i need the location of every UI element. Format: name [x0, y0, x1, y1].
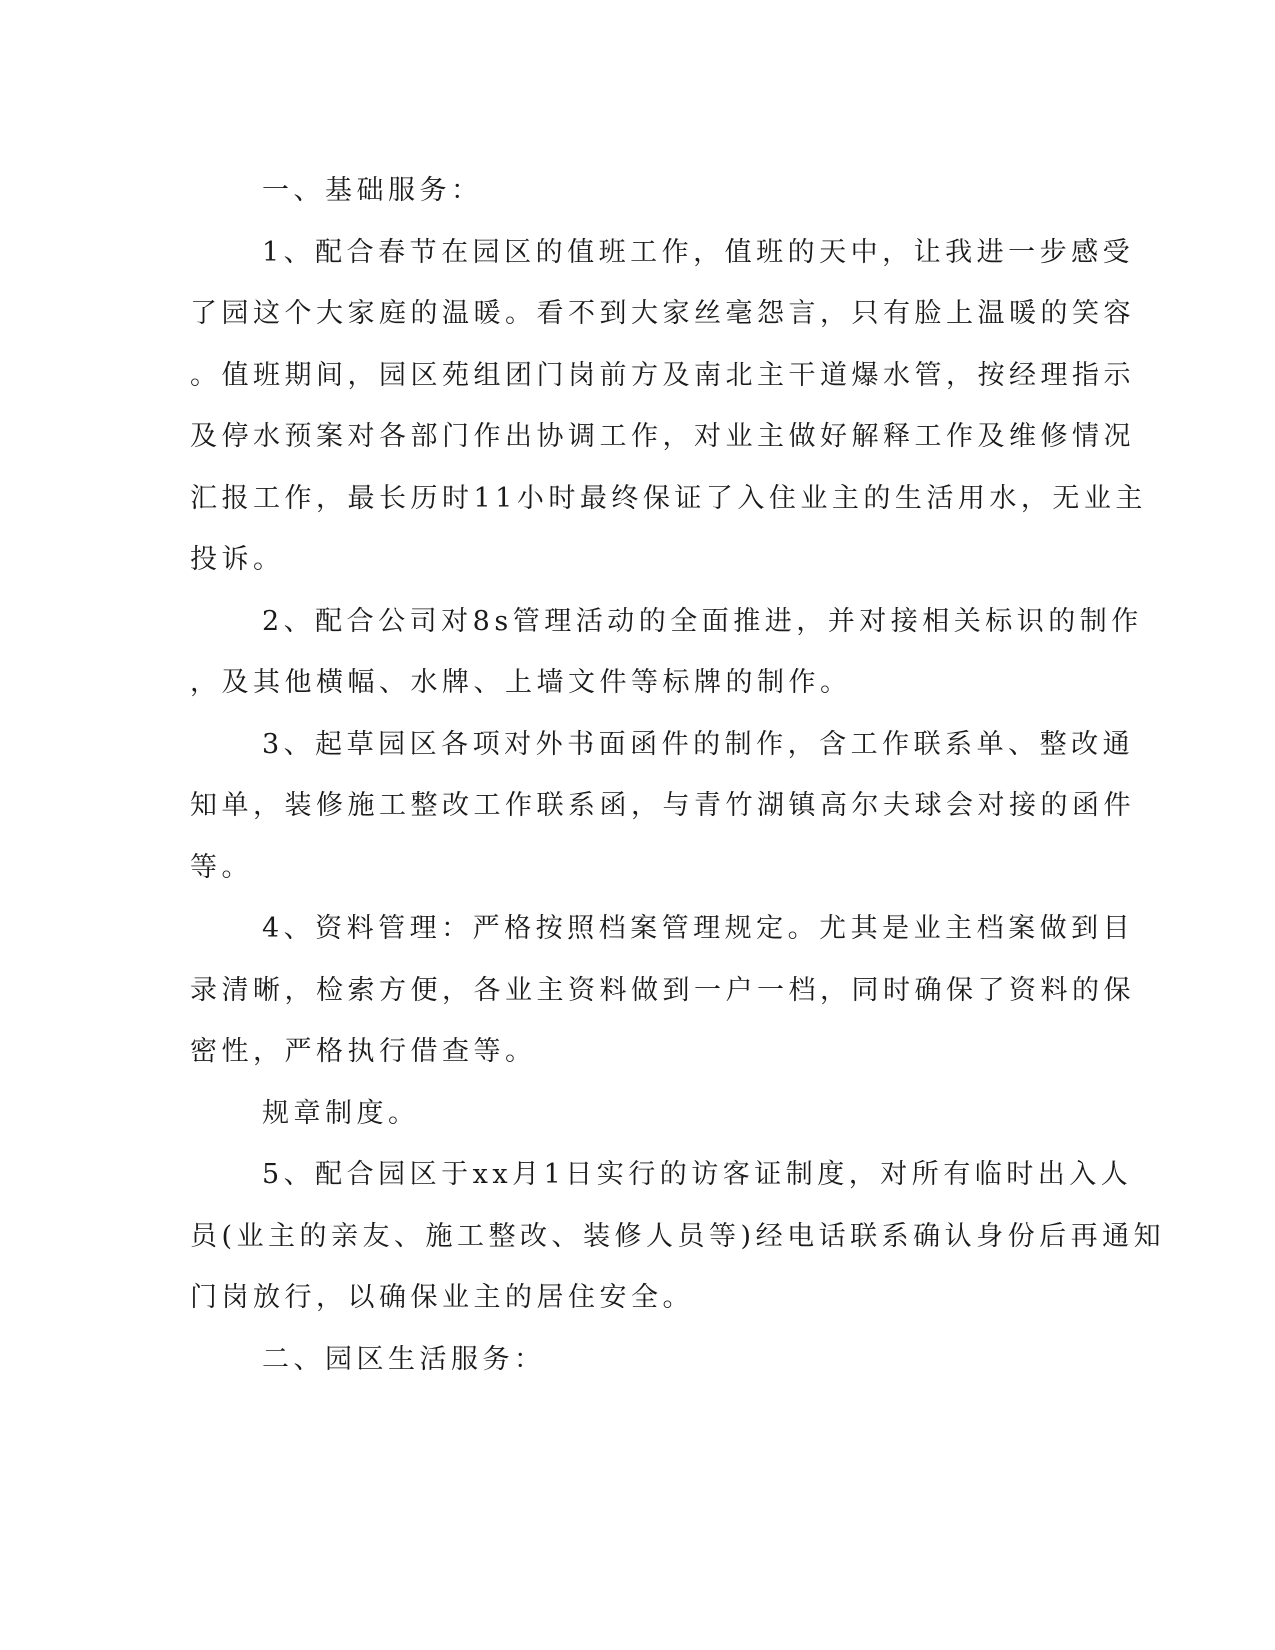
paragraph-line: 了园这个大家庭的温暖。看不到大家丝毫怨言，只有脸上温暖的笑容 [190, 298, 1135, 329]
paragraph-line: 录清晰，检索方便，各业主资料做到一户一档，同时确保了资料的保 [190, 974, 1135, 1006]
section-heading-basic-services: 一、基础服务： [262, 175, 483, 206]
paragraph-line: 密性，严格执行借查等。 [190, 1036, 537, 1067]
paragraph-line: 及停水预案对各部门作出协调工作，对业主做好解释工作及维修情况 [190, 421, 1135, 452]
document-body [190, 160, 1166, 1390]
paragraph-line: 汇报工作，最长历时11小时最终保证了入住业主的生活用水，无业主 [190, 482, 1147, 514]
paragraph-line: 知单，装修施工整改工作联系函，与青竹湖镇高尔夫球会对接的函件 [190, 790, 1135, 821]
paragraph-line: 3、起草园区各项对外书面函件的制作，含工作联系单、整改通 [262, 728, 1135, 760]
paragraph-line: 员(业主的亲友、施工整改、装修人员等)经电话联系确认身份后再通知 [190, 1220, 1166, 1252]
paragraph-line: 1、配合春节在园区的值班工作，值班的天中，让我进一步感受 [262, 236, 1135, 268]
paragraph-line: 。值班期间，园区苑组团门岗前方及南北主干道爆水管，按经理指示 [190, 359, 1135, 391]
section-heading-park-life-services: 二、园区生活服务： [262, 1343, 546, 1375]
paragraph-line: ，及其他横幅、水牌、上墙文件等标牌的制作。 [190, 667, 852, 698]
paragraph-line: 5、配合园区于xx月1日实行的访客证制度，对所有临时出入人 [262, 1159, 1133, 1190]
paragraph-line: 等。 [190, 851, 253, 883]
paragraph-line: 4、资料管理：严格按照档案管理规定。尤其是业主档案做到目 [262, 913, 1135, 944]
paragraph-line: 规章制度。 [262, 1097, 420, 1129]
paragraph-line: 投诉。 [190, 544, 285, 575]
paragraph-line: 2、配合公司对8s管理活动的全面推进，并对接相关标识的制作 [262, 605, 1143, 637]
paragraph-line: 门岗放行，以确保业主的居住安全。 [190, 1282, 694, 1313]
